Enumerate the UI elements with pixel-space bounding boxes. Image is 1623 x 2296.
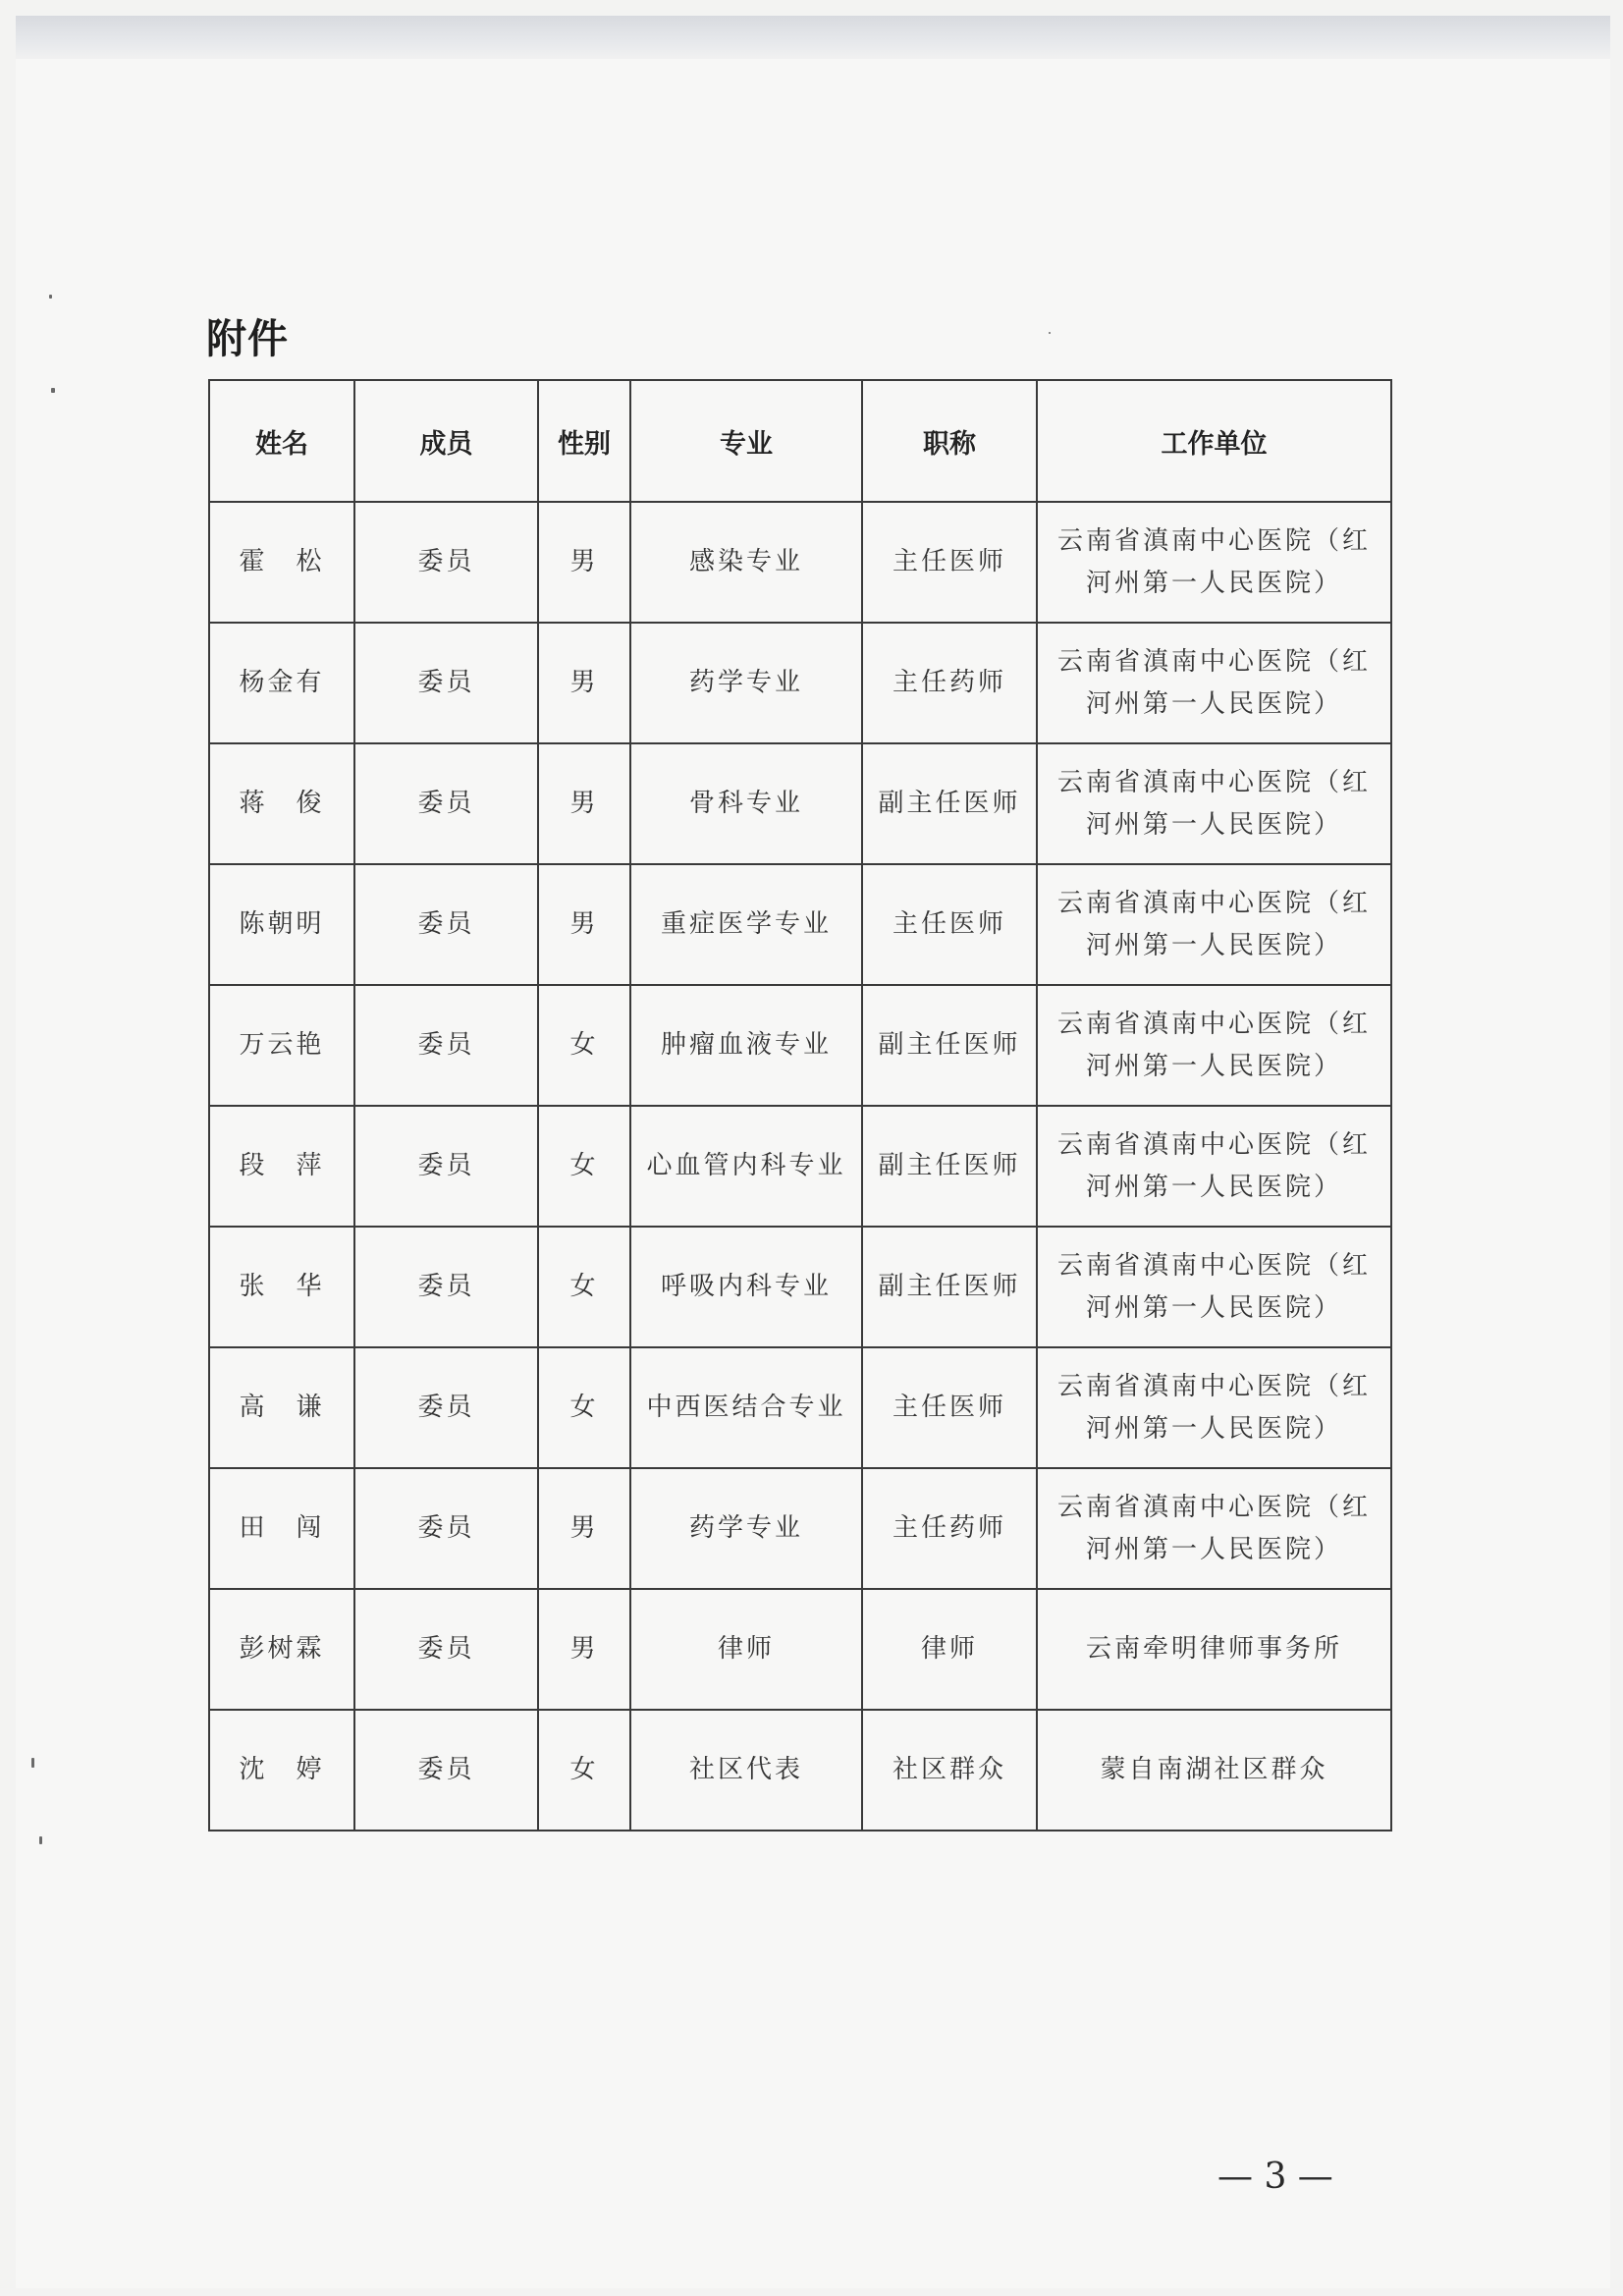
cell-specialty: 中西医结合专业 <box>630 1347 862 1468</box>
cell-gender: 女 <box>538 1106 630 1227</box>
cell-organization: 云南省滇南中心医院（红河州第一人民医院） <box>1037 623 1391 743</box>
cell-name: 沈 婷 <box>209 1710 354 1831</box>
cell-role: 委员 <box>354 743 538 864</box>
cell-title: 主任医师 <box>862 1347 1037 1468</box>
cell-organization: 云南省滇南中心医院（红河州第一人民医院） <box>1037 1227 1391 1347</box>
table-row <box>209 743 1391 864</box>
cell-role: 委员 <box>354 1227 538 1347</box>
cell-gender: 男 <box>538 743 630 864</box>
cell-gender: 男 <box>538 502 630 623</box>
cell-name: 蒋 俊 <box>209 743 354 864</box>
cell-name: 田 闯 <box>209 1468 354 1589</box>
header-organization: 工作单位 <box>1037 380 1391 502</box>
cell-role: 委员 <box>354 1468 538 1589</box>
scan-speck <box>1049 332 1051 334</box>
table-row <box>209 1106 1391 1227</box>
cell-role: 委员 <box>354 985 538 1106</box>
cell-organization: 云南省滇南中心医院（红河州第一人民医院） <box>1037 985 1391 1106</box>
cell-specialty: 呼吸内科专业 <box>630 1227 862 1347</box>
cell-specialty: 社区代表 <box>630 1710 862 1831</box>
cell-organization: 云南省滇南中心医院（红河州第一人民医院） <box>1037 1468 1391 1589</box>
table-row <box>209 623 1391 743</box>
cell-gender: 男 <box>538 1589 630 1710</box>
table-row <box>209 1589 1391 1710</box>
scan-top-edge <box>16 16 1610 59</box>
cell-specialty: 律师 <box>630 1589 862 1710</box>
cell-specialty: 心血管内科专业 <box>630 1106 862 1227</box>
cell-name: 陈朝明 <box>209 864 354 985</box>
cell-name: 霍 松 <box>209 502 354 623</box>
cell-specialty: 药学专业 <box>630 623 862 743</box>
cell-organization: 云南牵明律师事务所 <box>1037 1589 1391 1710</box>
cell-name: 万云艳 <box>209 985 354 1106</box>
document-heading: 附件 <box>206 315 289 362</box>
cell-gender: 男 <box>538 864 630 985</box>
table-row <box>209 1468 1391 1589</box>
cell-title: 主任医师 <box>862 502 1037 623</box>
cell-gender: 女 <box>538 1347 630 1468</box>
cell-specialty: 肿瘤血液专业 <box>630 985 862 1106</box>
scan-speck <box>49 295 52 299</box>
cell-title: 副主任医师 <box>862 1227 1037 1347</box>
cell-organization: 云南省滇南中心医院（红河州第一人民医院） <box>1037 1347 1391 1468</box>
cell-role: 委员 <box>354 1589 538 1710</box>
table-row <box>209 1347 1391 1468</box>
scan-speck <box>51 388 55 393</box>
table-header-row <box>209 380 1391 502</box>
table-row <box>209 502 1391 623</box>
cell-organization: 蒙自南湖社区群众 <box>1037 1710 1391 1831</box>
cell-title: 主任药师 <box>862 1468 1037 1589</box>
cell-title: 律师 <box>862 1589 1037 1710</box>
cell-gender: 男 <box>538 623 630 743</box>
cell-specialty: 重症医学专业 <box>630 864 862 985</box>
cell-name: 张 华 <box>209 1227 354 1347</box>
cell-title: 副主任医师 <box>862 985 1037 1106</box>
cell-gender: 女 <box>538 1710 630 1831</box>
cell-organization: 云南省滇南中心医院（红河州第一人民医院） <box>1037 743 1391 864</box>
scan-speck <box>39 1836 42 1844</box>
table-row <box>209 1710 1391 1831</box>
cell-organization: 云南省滇南中心医院（红河州第一人民医院） <box>1037 864 1391 985</box>
cell-role: 委员 <box>354 1106 538 1227</box>
cell-role: 委员 <box>354 502 538 623</box>
cell-role: 委员 <box>354 864 538 985</box>
cell-gender: 女 <box>538 1227 630 1347</box>
cell-name: 段 萍 <box>209 1106 354 1227</box>
header-role: 成员 <box>354 380 538 502</box>
cell-name: 彭树霖 <box>209 1589 354 1710</box>
table-row <box>209 1227 1391 1347</box>
cell-gender: 女 <box>538 985 630 1106</box>
header-name: 姓名 <box>209 380 354 502</box>
cell-specialty: 感染专业 <box>630 502 862 623</box>
header-gender: 性别 <box>538 380 630 502</box>
cell-title: 主任医师 <box>862 864 1037 985</box>
cell-gender: 男 <box>538 1468 630 1589</box>
cell-title: 主任药师 <box>862 623 1037 743</box>
cell-role: 委员 <box>354 1710 538 1831</box>
cell-name: 杨金有 <box>209 623 354 743</box>
cell-organization: 云南省滇南中心医院（红河州第一人民医院） <box>1037 502 1391 623</box>
cell-specialty: 骨科专业 <box>630 743 862 864</box>
cell-role: 委员 <box>354 1347 538 1468</box>
cell-specialty: 药学专业 <box>630 1468 862 1589</box>
cell-role: 委员 <box>354 623 538 743</box>
header-specialty: 专业 <box>630 380 862 502</box>
table-row <box>209 985 1391 1106</box>
cell-title: 社区群众 <box>862 1710 1037 1831</box>
cell-title: 副主任医师 <box>862 1106 1037 1227</box>
committee-member-table <box>208 379 1392 1831</box>
table-row <box>209 864 1391 985</box>
header-title: 职称 <box>862 380 1037 502</box>
cell-organization: 云南省滇南中心医院（红河州第一人民医院） <box>1037 1106 1391 1227</box>
cell-title: 副主任医师 <box>862 743 1037 864</box>
scan-speck <box>31 1758 34 1768</box>
page-number: — 3 — <box>1217 2157 1333 2197</box>
cell-name: 高 谦 <box>209 1347 354 1468</box>
